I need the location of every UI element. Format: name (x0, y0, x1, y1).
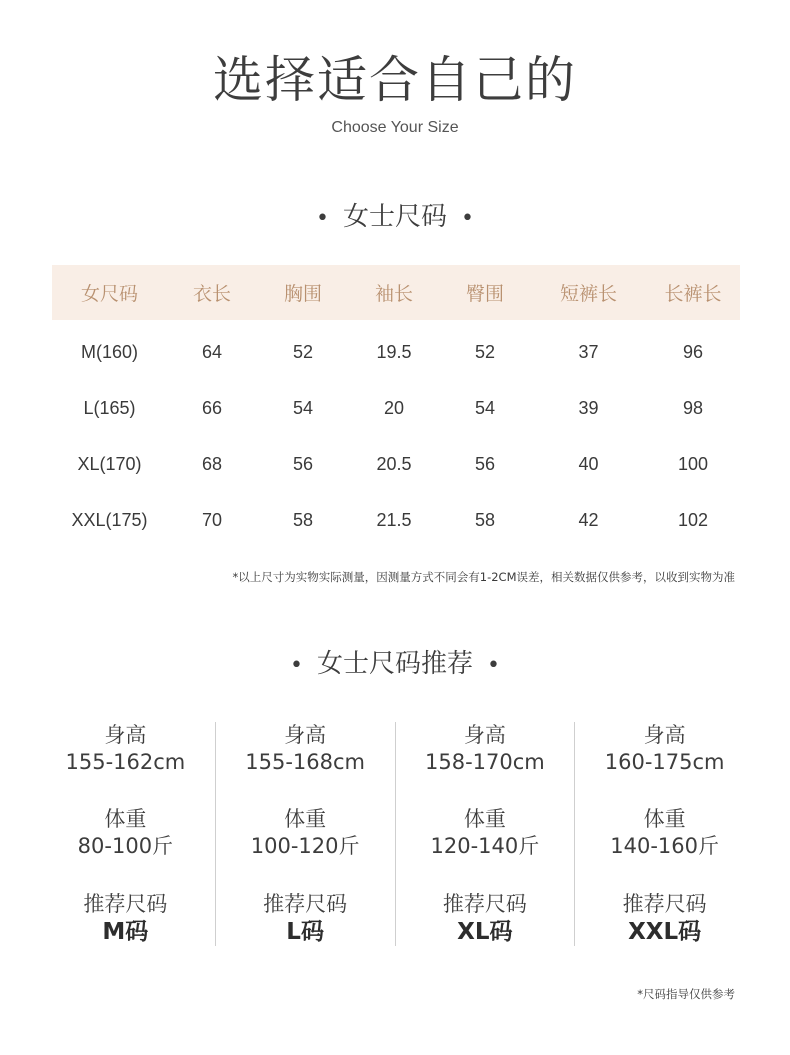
weight-range: 120-140斤 (430, 834, 540, 858)
recommended-size-label: 推荐尺码 (442, 892, 527, 916)
table-cell: 21.5 (376, 509, 412, 530)
recommended-size: L码 (286, 919, 324, 945)
weight-range: 100-120斤 (250, 834, 360, 858)
height-label: 身高 (643, 723, 686, 747)
table-row (52, 436, 740, 492)
section-title: 女士尺码推荐 (316, 649, 473, 679)
table-cell: 52 (292, 341, 314, 362)
table-cell: 54 (474, 397, 496, 418)
table-cell: 100 (677, 453, 709, 474)
table-cell: 70 (201, 509, 223, 530)
recommended-size: XL码 (457, 919, 513, 945)
recommendation-column (215, 722, 395, 946)
recommended-size: M码 (102, 919, 149, 945)
weight-label: 体重 (284, 807, 327, 831)
height-range: 160-175cm (604, 750, 725, 774)
column-header: 胸围 (257, 265, 349, 320)
weight-range: 80-100斤 (77, 834, 174, 858)
table-cell: 64 (201, 341, 223, 362)
height-range: 155-168cm (245, 750, 365, 774)
table-cell: 66 (201, 397, 223, 418)
recommended-size-label: 推荐尺码 (83, 892, 168, 916)
bullet-dot-icon: • (316, 206, 329, 231)
weight-label: 体重 (643, 807, 686, 831)
recommendation-column (36, 722, 215, 946)
measurement-note: *以上尺寸为实物实际测量，因测量方式不同会有1-2CM误差，相关数据仅供参考，以收到实物为准 (232, 570, 735, 584)
size-guide-note: *尺码指导仅供参考 (637, 987, 735, 1001)
table-cell: 68 (201, 453, 223, 474)
column-header: 长裤长 (646, 265, 740, 320)
column-header: 臀围 (439, 265, 531, 320)
bullet-dot-icon: • (487, 653, 500, 678)
column-header: 衣长 (167, 265, 257, 320)
table-cell: XL(170) (77, 453, 142, 474)
table-cell: 58 (474, 509, 496, 530)
table-row (52, 380, 740, 436)
table-row (52, 320, 740, 380)
section-heading-women-size (0, 200, 790, 236)
weight-label: 体重 (104, 807, 147, 831)
table-cell: 102 (677, 509, 709, 530)
bullet-dot-icon: • (461, 206, 474, 231)
column-header: 女尺码 (52, 265, 167, 320)
height-label: 身高 (104, 723, 147, 747)
table-cell: 98 (682, 397, 704, 418)
recommendation-column (395, 722, 575, 946)
table-cell: 40 (578, 453, 599, 474)
height-label: 身高 (284, 723, 327, 747)
recommended-size-label: 推荐尺码 (263, 892, 348, 916)
section-title: 女士尺码 (342, 202, 447, 232)
table-cell: 96 (682, 341, 704, 362)
table-cell: 54 (292, 397, 314, 418)
column-header: 短裤长 (531, 265, 646, 320)
table-header-row (52, 265, 740, 320)
height-label: 身高 (463, 723, 506, 747)
table-cell: 58 (292, 509, 314, 530)
table-cell: 39 (578, 397, 599, 418)
height-range: 158-170cm (425, 750, 545, 774)
table-cell: M(160) (80, 341, 138, 362)
table-cell: 20.5 (376, 453, 412, 474)
recommended-size: XXL码 (628, 919, 702, 945)
height-range: 155-162cm (65, 750, 186, 774)
size-recommendation-grid (36, 722, 754, 946)
page-subtitle: Choose Your Size (331, 119, 459, 136)
table-cell: 42 (578, 509, 599, 530)
table-cell: 56 (474, 453, 496, 474)
section-heading-size-recommendation (0, 647, 790, 683)
table-cell: 20 (383, 397, 405, 418)
table-cell: 52 (474, 341, 496, 362)
page-title: 选择适合自己的 (213, 51, 577, 109)
table-cell: 19.5 (376, 341, 412, 362)
bullet-dot-icon: • (290, 653, 303, 678)
table-row (52, 492, 740, 548)
recommended-size-label: 推荐尺码 (622, 892, 707, 916)
size-chart-table (52, 265, 740, 548)
table-cell: 56 (292, 453, 314, 474)
column-header: 袖长 (349, 265, 439, 320)
table-cell: 37 (578, 341, 599, 362)
weight-label: 体重 (463, 807, 506, 831)
table-cell: XXL(175) (71, 509, 148, 530)
weight-range: 140-160斤 (610, 834, 719, 858)
table-cell: L(165) (83, 397, 136, 418)
recommendation-column (574, 722, 754, 946)
